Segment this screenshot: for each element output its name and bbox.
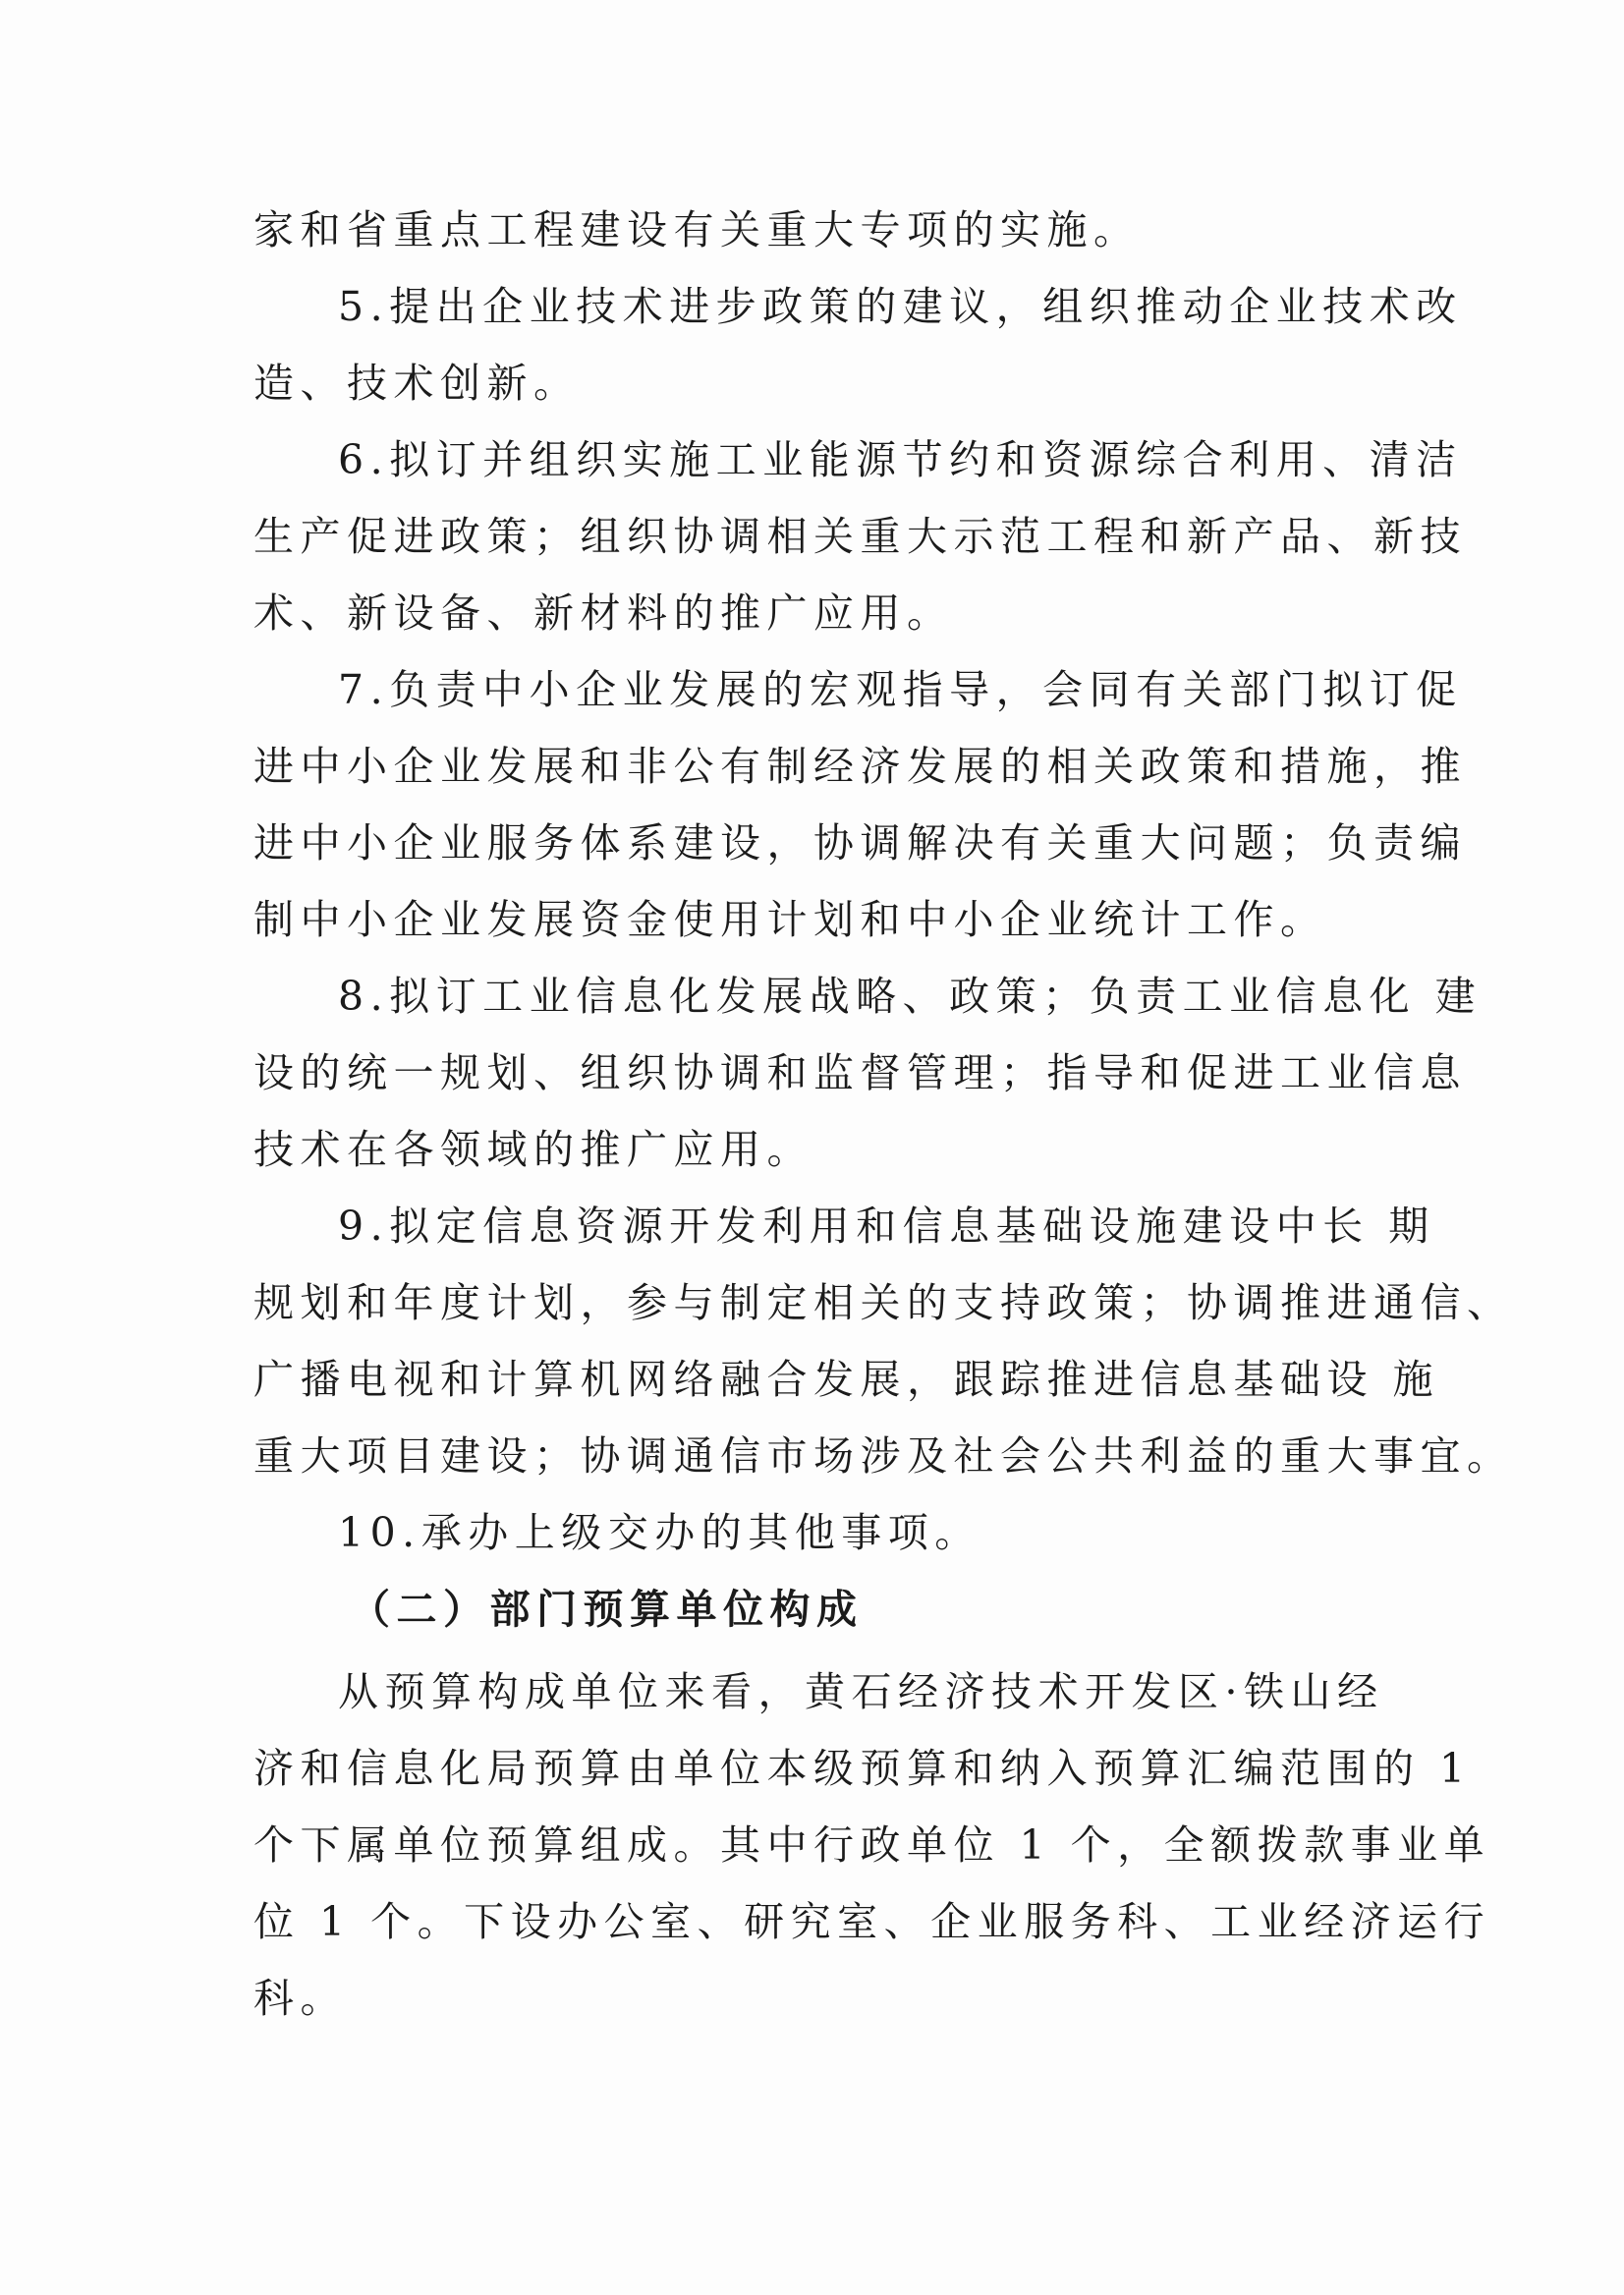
- paragraph-line: 重大项目建设；协调通信市场涉及社会公共利益的重大事宜。: [253, 1432, 1514, 1480]
- paragraph-line: 进中小企业服务体系建设，协调解决有关重大问题；负责编: [253, 819, 1467, 867]
- paragraph-line: 9.拟定信息资源开发利用和信息基础设施建设中长 期: [338, 1203, 1435, 1250]
- section-heading: （二）部门预算单位构成: [350, 1586, 864, 1633]
- paragraph-line: 家和省重点工程建设有关重大专项的实施。: [253, 206, 1141, 253]
- paragraph-line: 生产促进政策；组织协调相关重大示范工程和新产品、新技: [253, 513, 1467, 560]
- paragraph-line: 个下属单位预算组成。其中行政单位 1 个，全额拨款事业单: [253, 1821, 1491, 1869]
- paragraph-line: 设的统一规划、组织协调和监督管理；指导和促进工业信息: [253, 1049, 1467, 1096]
- paragraph-line: 科。: [253, 1975, 347, 2022]
- paragraph-line: 济和信息化局预算由单位本级预算和纳入预算汇编范围的 1: [253, 1745, 1472, 1792]
- document-body: [253, 192, 1514, 2037]
- paragraph-line: 8.拟订工业信息化发展战略、政策；负责工业信息化 建: [338, 973, 1483, 1020]
- paragraph-line: 7.负责中小企业发展的宏观指导，会同有关部门拟订促: [338, 666, 1463, 713]
- paragraph-line: 造、技术创新。: [253, 360, 581, 407]
- paragraph-line: 广播电视和计算机网络融合发展，跟踪推进信息基础设 施: [253, 1356, 1440, 1403]
- paragraph-line: 5.提出企业技术进步政策的建议，组织推动企业技术改: [338, 283, 1463, 330]
- paragraph-line: 技术在各领域的推广应用。: [253, 1126, 813, 1173]
- paragraph-line: 制中小企业发展资金使用计划和中小企业统计工作。: [253, 896, 1327, 943]
- paragraph-line: 术、新设备、新材料的推广应用。: [253, 589, 954, 637]
- paragraph-line: 从预算构成单位来看，黄石经济技术开发区·铁山经: [338, 1668, 1384, 1715]
- paragraph-line: 10.承办上级交办的其他事项。: [338, 1509, 981, 1556]
- paragraph-line: 规划和年度计划，参与制定相关的支持政策；协调推进通信、: [253, 1279, 1514, 1326]
- paragraph-line: 6.拟订并组织实施工业能源节约和资源综合利用、清洁: [338, 436, 1463, 483]
- paragraph-line: 进中小企业发展和非公有制经济发展的相关政策和措施，推: [253, 743, 1467, 790]
- paragraph-line: 位 1 个。下设办公室、研究室、企业服务科、工业经济运行: [253, 1898, 1491, 1945]
